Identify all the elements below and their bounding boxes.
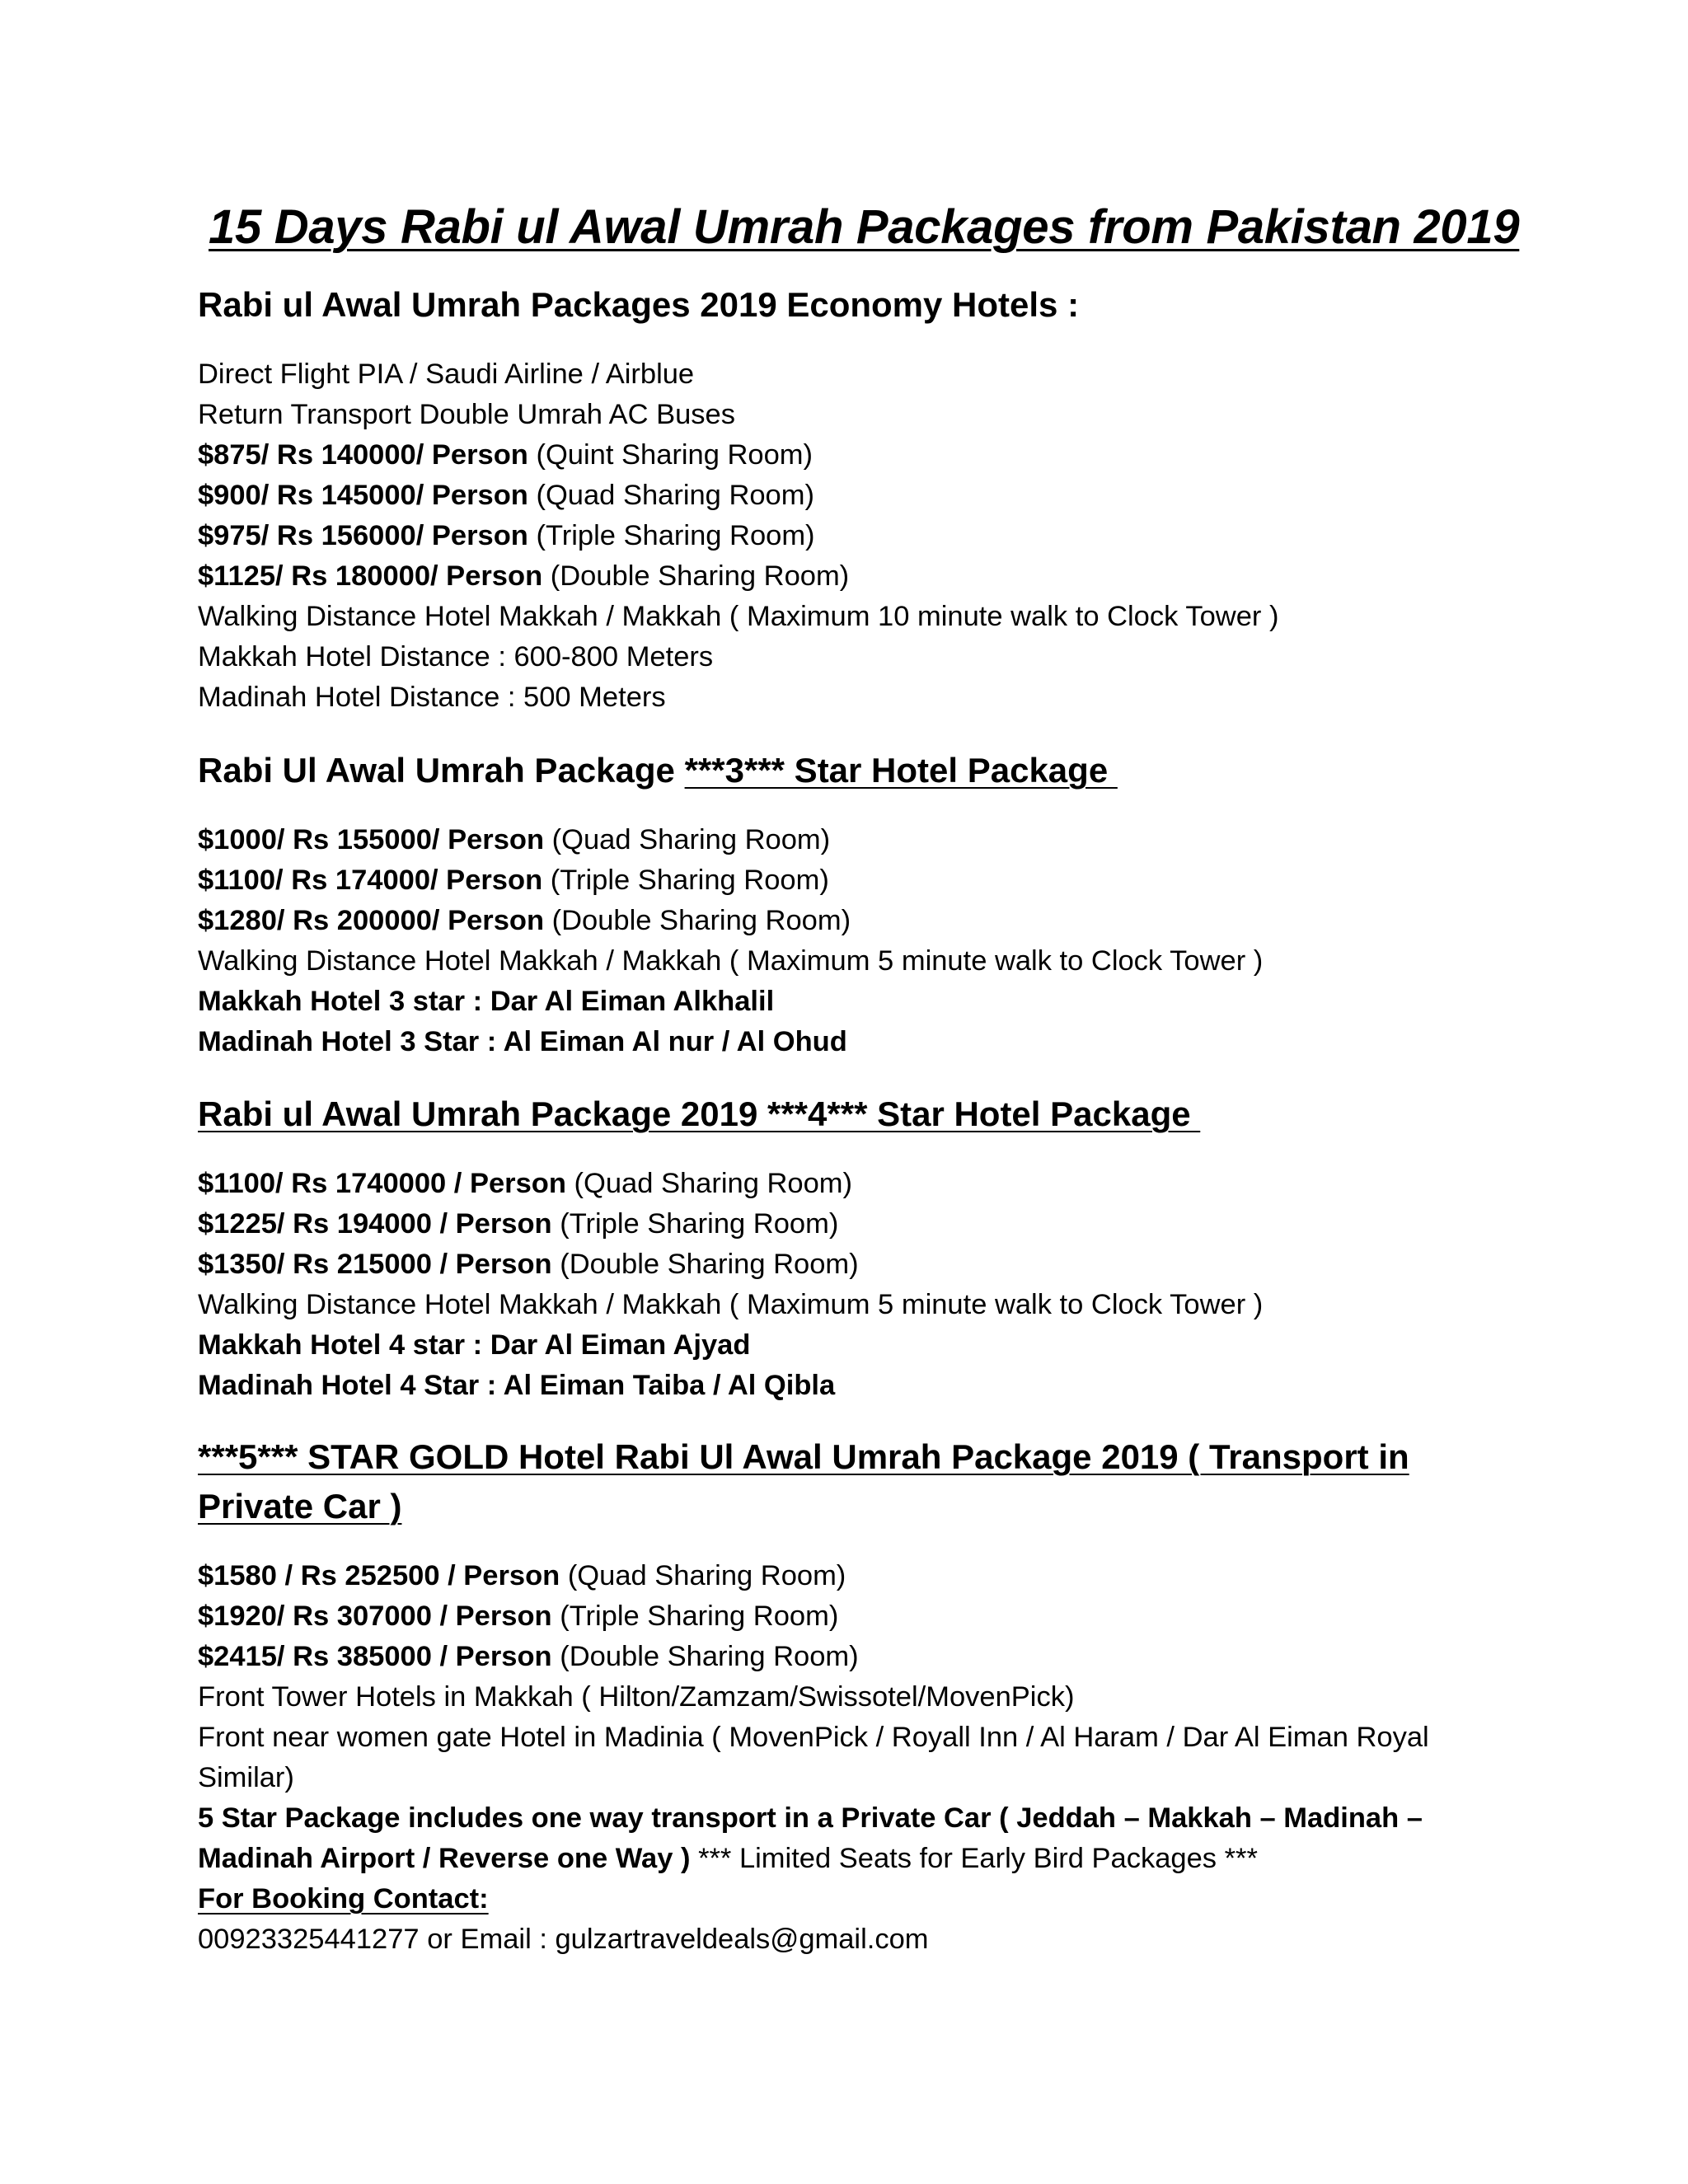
price: $1350/ Rs 215000 / Person — [198, 1249, 552, 1280]
price-line — [198, 901, 1492, 941]
limited-seats: *** Limited Seats for Early Bird Packages *** — [698, 1843, 1258, 1874]
price-line — [198, 435, 1492, 476]
transport-note — [198, 1798, 1492, 1879]
price-line — [198, 1164, 1492, 1204]
five-star-heading — [198, 1432, 1492, 1531]
room-type: (Triple Sharing Room) — [560, 1208, 839, 1240]
flight-info: Direct Flight PIA / Saudi Airline / Airblue — [198, 359, 695, 390]
page-title: 15 Days Rabi ul Awal Umrah Packages from Pakistan 2019 — [209, 200, 1520, 254]
four-star-heading — [198, 1090, 1492, 1139]
makkah-hotel: Makkah Hotel 3 star : Dar Al Eiman Alkhalil — [198, 986, 775, 1017]
room-type: (Triple Sharing Room) — [550, 865, 829, 896]
price: $900/ Rs 145000/ Person — [198, 480, 528, 511]
price: $1225/ Rs 194000 / Person — [198, 1208, 552, 1240]
price: $1000/ Rs 155000/ Person — [198, 824, 545, 855]
price: $875/ Rs 140000/ Person — [198, 439, 528, 471]
price: $975/ Rs 156000/ Person — [198, 520, 528, 551]
price-line — [198, 556, 1492, 597]
price: $1125/ Rs 180000/ Person — [198, 560, 543, 592]
three-star-section — [198, 746, 1492, 1062]
room-type: (Quad Sharing Room) — [536, 480, 814, 511]
price-line — [198, 476, 1492, 516]
price: $1920/ Rs 307000 / Person — [198, 1601, 552, 1632]
room-type: (Double Sharing Room) — [551, 905, 851, 936]
room-type: (Double Sharing Room) — [550, 560, 850, 592]
walking-distance: Walking Distance Hotel Makkah / Makkah ( Maximum 10 minute walk to Clock Tower ) — [198, 601, 1279, 632]
price-line — [198, 1596, 1492, 1637]
price-line — [198, 1204, 1492, 1244]
four-star-section — [198, 1090, 1492, 1406]
price-line — [198, 1556, 1492, 1596]
three-star-heading-plain: Rabi Ul Awal Umrah Package — [198, 751, 685, 790]
price: $1100/ Rs 1740000 / Person — [198, 1168, 566, 1199]
three-star-heading — [198, 746, 1492, 795]
price-line — [198, 860, 1492, 901]
makkah-distance: Makkah Hotel Distance : 600-800 Meters — [198, 641, 714, 673]
five-star-heading-text: ***5*** STAR GOLD Hotel Rabi Ul Awal Umrah Package 2019 ( Transport in Private Car ) — [198, 1437, 1409, 1526]
room-type: (Triple Sharing Room) — [536, 520, 815, 551]
price-line — [198, 820, 1492, 860]
three-star-heading-underlined: ***3*** Star Hotel Package — [684, 751, 1118, 790]
makkah-hotels: Front Tower Hotels in Makkah ( Hilton/Zamzam/Swissotel/MovenPick) — [198, 1681, 1075, 1713]
four-star-heading-text: Rabi ul Awal Umrah Package 2019 ***4*** Star Hotel Package — [198, 1094, 1201, 1133]
price: $1280/ Rs 200000/ Person — [198, 905, 545, 936]
madinah-hotel: Madinah Hotel 3 Star : Al Eiman Al nur / Al Ohud — [198, 1026, 847, 1057]
contact-info[interactable]: 00923325441277 or Email : gulzartraveldeals@gmail.com — [198, 1924, 929, 1955]
madinah-distance: Madinah Hotel Distance : 500 Meters — [198, 682, 666, 713]
room-type: (Triple Sharing Room) — [560, 1601, 839, 1632]
room-type: (Quad Sharing Room) — [567, 1560, 846, 1591]
madinah-hotel: Madinah Hotel 4 Star : Al Eiman Taiba / Al Qibla — [198, 1370, 836, 1401]
price-line — [198, 1637, 1492, 1677]
transport-bold: 5 Star Package includes one way transport in a Private Car ( Jeddah – Makkah – Madinah – Madinah Airport / Reverse one Way ) — [198, 1802, 1423, 1874]
price: $1100/ Rs 174000/ Person — [198, 865, 543, 896]
room-type: (Quint Sharing Room) — [536, 439, 814, 471]
walking-distance: Walking Distance Hotel Makkah / Makkah ( Maximum 5 minute walk to Clock Tower ) — [198, 945, 1264, 977]
booking-label: For Booking Contact: — [198, 1883, 489, 1915]
five-star-section — [198, 1432, 1492, 1960]
room-type: (Double Sharing Room) — [560, 1641, 859, 1672]
economy-section — [198, 280, 1492, 718]
madinah-hotels: Front near women gate Hotel in Madinia ( MovenPick / Royall Inn / Al Haram / Dar Al Eiman Royal Similar) — [198, 1722, 1429, 1793]
price: $1580 / Rs 252500 / Person — [198, 1560, 560, 1591]
makkah-hotel: Makkah Hotel 4 star : Dar Al Eiman Ajyad — [198, 1329, 751, 1361]
walking-distance: Walking Distance Hotel Makkah / Makkah ( Maximum 5 minute walk to Clock Tower ) — [198, 1289, 1264, 1320]
room-type: (Double Sharing Room) — [560, 1249, 859, 1280]
price: $2415/ Rs 385000 / Person — [198, 1641, 552, 1672]
price-line — [198, 1244, 1492, 1285]
transport-info: Return Transport Double Umrah AC Buses — [198, 399, 735, 430]
economy-heading: Rabi ul Awal Umrah Packages 2019 Economy Hotels : — [198, 285, 1080, 324]
room-type: (Quad Sharing Room) — [551, 824, 831, 855]
price-line — [198, 516, 1492, 556]
room-type: (Quad Sharing Room) — [574, 1168, 853, 1199]
